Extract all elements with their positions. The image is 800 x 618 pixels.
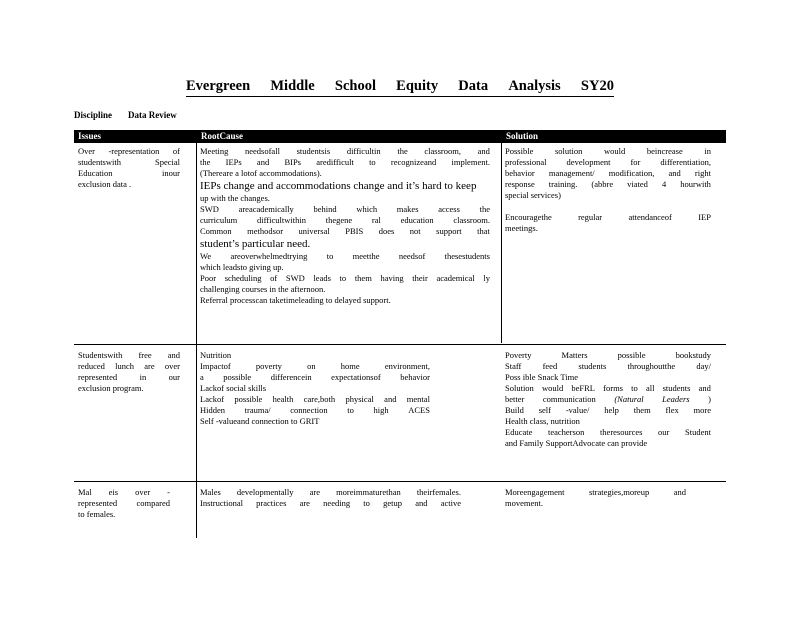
cell-word: implement. <box>451 157 490 167</box>
cell-line <box>505 383 711 394</box>
cell-word: meetthe <box>352 251 380 261</box>
cell-word: ACES <box>408 405 430 415</box>
cell-word: students <box>578 361 607 371</box>
cell-word: to <box>326 251 334 261</box>
cell-word: to <box>369 157 376 167</box>
cell-word: PBIS <box>345 226 364 236</box>
cell-word: and <box>384 394 397 404</box>
cell-line <box>505 201 711 212</box>
cell-word: in <box>139 372 147 382</box>
cell-word: help <box>604 405 619 415</box>
cell-word: recognizeand <box>390 157 437 167</box>
cell-word: hourwith <box>680 179 711 189</box>
cell-word: their <box>412 273 428 283</box>
cell-word: bookstudy <box>675 350 711 360</box>
cell-word: eis <box>108 487 119 497</box>
cell-word: are <box>299 498 310 508</box>
cell-word: differencein <box>270 372 312 382</box>
cell-word: studentsis <box>296 146 331 156</box>
table-cell-solution <box>505 146 711 234</box>
cell-word: and <box>167 350 180 360</box>
cell-line: which leadsto giving up. <box>200 262 284 272</box>
cell-word: Males <box>200 487 221 497</box>
cell-word: practices <box>256 498 287 508</box>
cell-word: better <box>505 394 525 404</box>
cell-word: to <box>347 405 354 415</box>
cell-line <box>200 372 430 383</box>
cell-word: development <box>566 157 611 167</box>
cell-word: management/ <box>548 168 595 178</box>
cell-word: represented <box>78 372 118 382</box>
cell-line <box>200 226 490 237</box>
cell-word: behind <box>313 204 337 214</box>
table-cell-root-cause <box>200 487 461 509</box>
cell-line: to females. <box>78 509 116 519</box>
cell-word: academical <box>436 273 475 283</box>
cell-line <box>200 394 430 405</box>
cell-word: expectationsof <box>331 372 381 382</box>
cell-line: meetings. <box>505 223 538 233</box>
cell-word: not <box>409 226 421 236</box>
cell-word: Matters <box>561 350 588 360</box>
cell-word: that <box>477 226 490 236</box>
cell-word: possible <box>234 394 263 404</box>
cell-line <box>505 394 711 405</box>
cell-word: having <box>380 273 404 283</box>
cell-word: SWD <box>285 273 305 283</box>
title-word: Equity <box>396 78 439 94</box>
cell-word: a <box>200 372 204 382</box>
header-issues: Issues <box>74 130 197 143</box>
cell-word: Mal <box>78 487 92 497</box>
cell-word: of <box>270 273 278 283</box>
column-divider <box>196 143 197 538</box>
cell-line <box>78 361 180 372</box>
cell-word: and <box>668 168 681 178</box>
cell-word: high <box>373 405 389 415</box>
cell-word: Staff <box>505 361 522 371</box>
title-word: SY20 <box>580 78 614 94</box>
cell-word: methodsor <box>247 226 284 236</box>
cell-word: theirfemales. <box>416 487 461 497</box>
cell-word: Special <box>154 157 180 167</box>
header-root-cause: RootCause <box>197 130 502 143</box>
cell-word: would <box>604 146 626 156</box>
table-cell-root-cause <box>200 146 490 306</box>
cell-word: students <box>662 383 691 393</box>
cell-word: possible <box>223 372 252 382</box>
cell-line <box>200 361 430 372</box>
table-cell-issue <box>78 350 180 394</box>
cell-word: and <box>256 157 270 167</box>
cell-word: mental <box>406 394 430 404</box>
cell-word: ral <box>371 215 381 225</box>
cell-word: needsof <box>398 251 426 261</box>
cell-word: BIPs <box>284 157 301 167</box>
cell-word: on <box>307 361 316 371</box>
cell-word: Poverty <box>505 350 532 360</box>
cell-word: response <box>505 179 535 189</box>
cell-line <box>78 146 180 157</box>
cell-word: differentiation, <box>660 157 711 167</box>
cell-word: Moreengagement <box>505 487 565 497</box>
cell-line <box>78 498 170 509</box>
cell-line <box>200 498 461 509</box>
cell-word: studentswith <box>78 157 121 167</box>
cell-word: and <box>415 498 428 508</box>
cell-word: to <box>363 498 370 508</box>
cell-word: leads <box>313 273 331 283</box>
cell-word: ly <box>483 273 490 283</box>
cell-word: environment, <box>384 361 430 371</box>
cell-word: theresources <box>599 427 643 437</box>
cell-line: Referral processcan taketimeleading to delayed support. <box>200 295 391 305</box>
section-subtitle <box>74 110 177 120</box>
cell-word: and <box>698 383 711 393</box>
cell-word: training. <box>548 179 578 189</box>
cell-word: Educate <box>505 427 533 437</box>
cell-word: universal <box>298 226 330 236</box>
cell-word: our <box>658 427 670 437</box>
cell-line: Poss ible Snack Time <box>505 372 578 382</box>
title-word: Middle <box>270 78 315 94</box>
cell-word: the <box>397 146 408 156</box>
cell-line: up with the changes. <box>200 193 270 203</box>
cell-word: thegene <box>325 215 353 225</box>
cell-word: Common <box>200 226 232 236</box>
cell-word: forms <box>603 383 623 393</box>
cell-word: possible <box>617 350 646 360</box>
cell-line <box>505 168 711 179</box>
cell-word: (abbre <box>591 179 614 189</box>
cell-word: communication <box>542 394 596 404</box>
cell-line: student’s particular need. <box>200 238 311 250</box>
cell-line: movement. <box>505 498 544 508</box>
row-divider <box>74 344 726 345</box>
cell-word: over <box>135 487 151 497</box>
cell-word: 4 <box>661 179 667 189</box>
cell-line: Self -valueand connection to GRIT <box>200 416 320 426</box>
cell-line <box>78 168 180 179</box>
cell-line <box>505 179 711 190</box>
cell-word: Over <box>78 146 95 156</box>
cell-word: which <box>356 204 378 214</box>
cell-word: trauma/ <box>244 405 271 415</box>
subtitle-discipline: Discipline <box>74 110 113 120</box>
cell-word: IEPs <box>225 157 242 167</box>
cell-word: poverty <box>255 361 282 371</box>
table-cell-solution <box>505 487 686 509</box>
cell-word: attendanceof <box>628 212 672 222</box>
cell-word: would <box>541 383 564 393</box>
cell-word: in <box>704 146 711 156</box>
table-cell-issue <box>78 487 170 520</box>
cell-word: home <box>340 361 360 371</box>
cell-word: are <box>309 487 320 497</box>
cell-line <box>200 157 490 168</box>
cell-word: regular <box>578 212 603 222</box>
cell-word: flex <box>665 405 679 415</box>
cell-line: Lackof social skills <box>200 383 267 393</box>
cell-word: beFRL <box>571 383 595 393</box>
cell-word: IEP <box>698 212 711 222</box>
row-divider <box>74 481 726 482</box>
cell-word: SWD <box>200 204 219 214</box>
cell-line <box>505 157 711 168</box>
cell-line <box>200 146 490 157</box>
cell-word: makes <box>396 204 419 214</box>
cell-word: solution <box>554 146 583 156</box>
page-title <box>186 78 614 97</box>
cell-word: Student <box>684 427 711 437</box>
cell-word: feed <box>542 361 558 371</box>
cell-word: -representation <box>108 146 160 156</box>
cell-word: Lackof <box>200 394 225 404</box>
cell-word: of <box>172 146 180 156</box>
cell-word: classroom, <box>424 146 461 156</box>
cell-line <box>505 212 711 223</box>
cell-word: needsofall <box>245 146 280 156</box>
cell-word: them <box>633 405 651 415</box>
cell-word: scheduling <box>224 273 262 283</box>
cell-word: classroom. <box>453 215 490 225</box>
cell-word: for <box>630 157 641 167</box>
table-cell-issue <box>78 146 180 190</box>
cell-word: more <box>693 405 711 415</box>
cell-line: IEPs change and accommodations change and it’s hard to keep <box>200 180 477 192</box>
cell-word: access <box>438 204 460 214</box>
cell-word: Leaders <box>662 394 690 404</box>
cell-line <box>505 487 686 498</box>
cell-word: and <box>477 146 490 156</box>
column-divider <box>501 143 502 343</box>
cell-word: Hidden <box>200 405 226 415</box>
cell-word: inour <box>162 168 180 178</box>
cell-word: getup <box>383 498 403 508</box>
cell-line: (Thereare a lotof accommodations). <box>200 168 322 178</box>
cell-word: Possible <box>505 146 534 156</box>
table-cell-root-cause <box>200 350 430 427</box>
cell-word: lunch <box>115 361 135 371</box>
cell-line <box>505 350 711 361</box>
cell-line <box>78 350 180 361</box>
title-word: School <box>334 78 376 94</box>
cell-word: behavior <box>505 168 535 178</box>
cell-word: day/ <box>696 361 711 371</box>
cell-word: strategies,moreup <box>589 487 650 497</box>
cell-word: aredifficult <box>316 157 354 167</box>
cell-word: Instructional <box>200 498 243 508</box>
cell-word: reduced <box>78 361 105 371</box>
cell-word: care,both <box>303 394 336 404</box>
cell-word: health <box>272 394 294 404</box>
cell-word: and <box>673 487 686 497</box>
cell-word: physical <box>345 394 374 404</box>
cell-line: exclusion data . <box>78 179 132 189</box>
table-cell-solution <box>505 350 711 449</box>
cell-word: over <box>164 361 180 371</box>
cell-line <box>78 487 170 498</box>
cell-line <box>505 361 711 372</box>
cell-word: (Natural <box>614 394 644 404</box>
cell-line: exclusion program. <box>78 383 144 393</box>
cell-word: Build <box>505 405 524 415</box>
cell-word: the <box>479 204 490 214</box>
cell-word: beincrease <box>646 146 683 156</box>
subtitle-data-review: Data Review <box>128 110 177 120</box>
cell-word: teacherson <box>547 427 585 437</box>
cell-word: to <box>631 383 638 393</box>
cell-line <box>200 251 490 262</box>
cell-word: -value/ <box>565 405 590 415</box>
cell-line <box>505 405 711 416</box>
cell-line: Health class, nutrition <box>505 416 580 426</box>
cell-word: the <box>200 157 211 167</box>
cell-word: education <box>400 215 434 225</box>
cell-word: all <box>645 383 655 393</box>
cell-line <box>200 204 490 215</box>
cell-word: to <box>339 273 347 283</box>
cell-word: support <box>436 226 462 236</box>
cell-word: needing <box>323 498 351 508</box>
cell-line <box>505 146 711 157</box>
cell-word: We <box>200 251 212 261</box>
cell-word: represented <box>78 498 118 508</box>
cell-word: Encouragethe <box>505 212 552 222</box>
cell-word: - <box>167 487 170 497</box>
cell-word: thesestudents <box>444 251 490 261</box>
title-word: Evergreen <box>186 78 251 94</box>
cell-line <box>200 405 430 416</box>
title-word: Data <box>458 78 489 94</box>
cell-word: Impactof <box>200 361 231 371</box>
cell-word: ) <box>708 394 711 404</box>
cell-line: and Family SupportAdvocate can provide <box>505 438 648 448</box>
cell-word: developmentally <box>236 487 294 497</box>
title-word: Analysis <box>508 78 561 94</box>
cell-word: does <box>378 226 395 236</box>
cell-word: are <box>144 361 155 371</box>
cell-line: challenging courses in the afternoon. <box>200 284 326 294</box>
cell-line <box>505 427 711 438</box>
cell-word: behavior <box>400 372 430 382</box>
cell-word: Poor <box>200 273 217 283</box>
cell-word: moreimmaturethan <box>336 487 401 497</box>
cell-word: them <box>354 273 372 283</box>
cell-line <box>200 487 461 498</box>
cell-word: modification, <box>608 168 655 178</box>
cell-line <box>200 273 490 284</box>
cell-word: areacademically <box>238 204 294 214</box>
cell-word: self <box>538 405 551 415</box>
cell-word: Meeting <box>200 146 229 156</box>
cell-word: our <box>168 372 180 382</box>
cell-line <box>78 157 180 168</box>
cell-word: professional <box>505 157 547 167</box>
cell-word: curriculum <box>200 215 238 225</box>
cell-word: Solution <box>505 383 534 393</box>
cell-word: areoverwhelmedtrying <box>230 251 308 261</box>
cell-line: special services) <box>505 190 561 200</box>
cell-word: throughoutthe <box>627 361 676 371</box>
cell-word: difficultin <box>346 146 381 156</box>
cell-line: Nutrition <box>200 350 232 360</box>
cell-word: right <box>694 168 711 178</box>
cell-word: compared <box>136 498 170 508</box>
cell-word: active <box>440 498 461 508</box>
header-solution: Solution <box>502 130 726 143</box>
cell-word: viated <box>627 179 648 189</box>
cell-word: connection <box>290 405 328 415</box>
cell-word: free <box>138 350 152 360</box>
cell-line <box>78 372 180 383</box>
cell-word: Studentswith <box>78 350 123 360</box>
cell-word: difficultwithin <box>257 215 306 225</box>
cell-word: Education <box>78 168 113 178</box>
cell-line <box>200 215 490 226</box>
